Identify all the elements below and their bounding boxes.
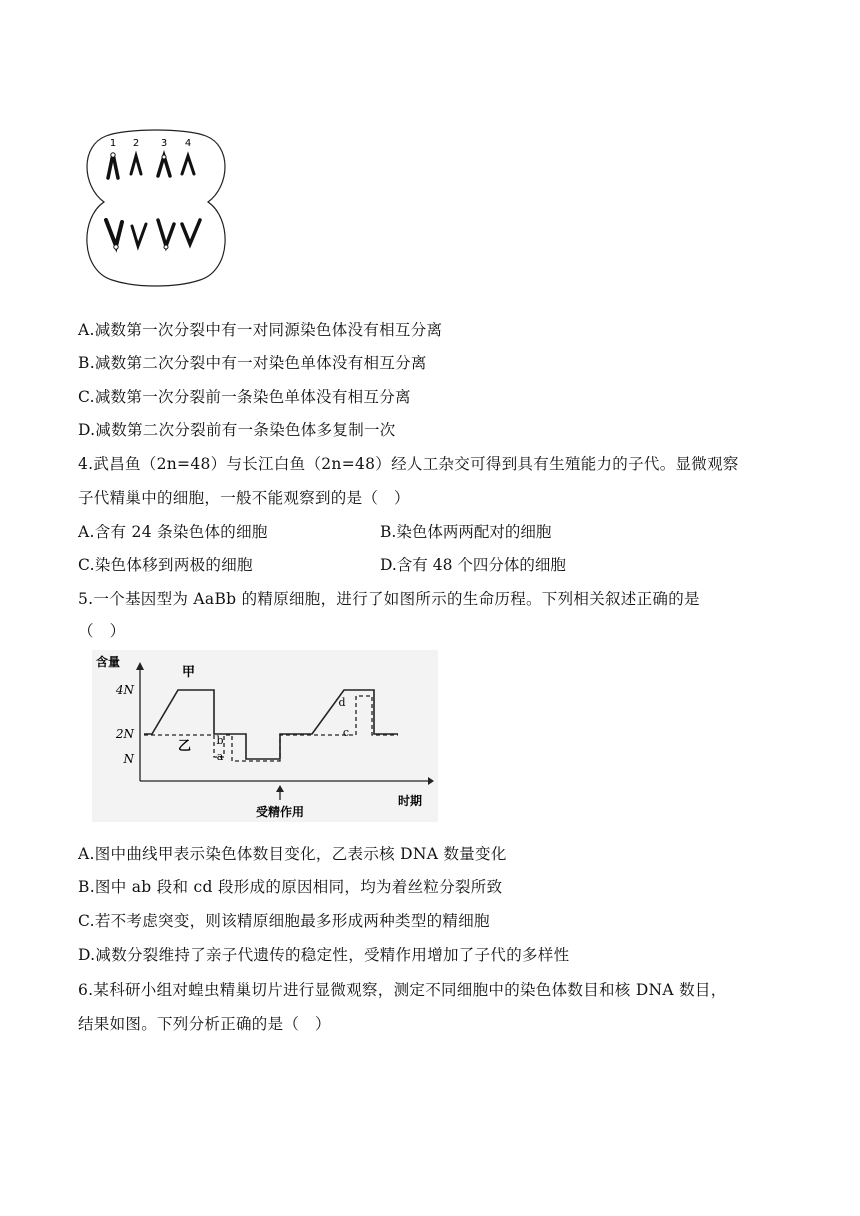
q6-stem-line2: 结果如图。下列分析正确的是（ ）: [78, 1015, 331, 1033]
q5-stem-line2: （ ）: [78, 622, 126, 640]
upper-chromosomes: [108, 153, 194, 178]
x-axis-label: 时期: [398, 794, 423, 808]
chromosome-label-1: 1: [109, 138, 117, 149]
chromosome-dna-chart: [92, 650, 438, 822]
q4-stem-line2: 子代精巢中的细胞，一般不能观察到的是（ ）: [78, 489, 410, 507]
chromosome-label-2: 2: [132, 138, 140, 149]
series-yi-label: 乙: [178, 739, 192, 754]
q3-option-b: B.减数第二次分裂中有一对染色单体没有相互分离: [78, 354, 427, 372]
q3-option-a: A.减数第一次分裂中有一对同源染色体没有相互分离: [78, 321, 443, 339]
y-axis-label: 含量: [96, 655, 121, 669]
fertilization-arrow-head: [276, 785, 284, 792]
q4-option-d: D.含有 48 个四分体的细胞: [380, 556, 566, 574]
q4-option-b: B.染色体两两配对的细胞: [380, 523, 552, 541]
q3-option-c: C.减数第一次分裂前一条染色单体没有相互分离: [78, 388, 411, 406]
q4-stem-line1: 4.武昌鱼（2n=48）与长江白鱼（2n=48）经人工杂交可得到具有生殖能力的子代。显微观察: [78, 455, 739, 473]
point-label-c: c: [342, 726, 350, 739]
point-label-b: b: [216, 734, 224, 747]
series-jia-label: 甲: [182, 665, 196, 680]
chromosome-label-3: 3: [160, 138, 168, 149]
q3-option-d: D.减数第二次分裂前有一条染色体多复制一次: [78, 421, 396, 439]
q5-option-a: A.图中曲线甲表示染色体数目变化，乙表示核 DNA 数量变化: [78, 845, 507, 863]
y-axis-arrow: [136, 662, 144, 670]
q6-stem-line1: 6.某科研小组对蝗虫精巢切片进行显微观察，测定不同细胞中的染色体数目和核 DNA 数目，: [78, 981, 727, 999]
q4-option-c: C.染色体移到两极的细胞: [78, 556, 253, 574]
cell-division-figure: [76, 128, 236, 288]
point-label-a: a: [216, 750, 224, 763]
q5-option-d: D.减数分裂维持了亲子代遗传的稳定性，受精作用增加了子代的多样性: [78, 946, 570, 964]
q5-option-b: B.图中 ab 段和 cd 段形成的原因相同，均为着丝粒分裂所致: [78, 878, 503, 896]
chromosome-label-4: 4: [184, 138, 192, 149]
lower-chromosomes: [106, 220, 200, 249]
y-tick-label-2: N: [123, 752, 134, 766]
point-label-d: d: [338, 696, 346, 709]
q4-option-a: A.含有 24 条染色体的细胞: [78, 523, 268, 541]
y-tick-label-0: 4N: [115, 683, 134, 697]
x-axis-arrow: [428, 777, 434, 785]
q5-option-c: C.若不考虑突变，则该精原细胞最多形成两种类型的精细胞: [78, 912, 490, 930]
q5-stem-line1: 5.一个基因型为 AaBb 的精原细胞，进行了如图所示的生命历程。下列相关叙述正确的是: [78, 590, 700, 608]
fertilization-label: 受精作用: [255, 805, 305, 819]
y-tick-label-1: 2N: [115, 727, 134, 741]
